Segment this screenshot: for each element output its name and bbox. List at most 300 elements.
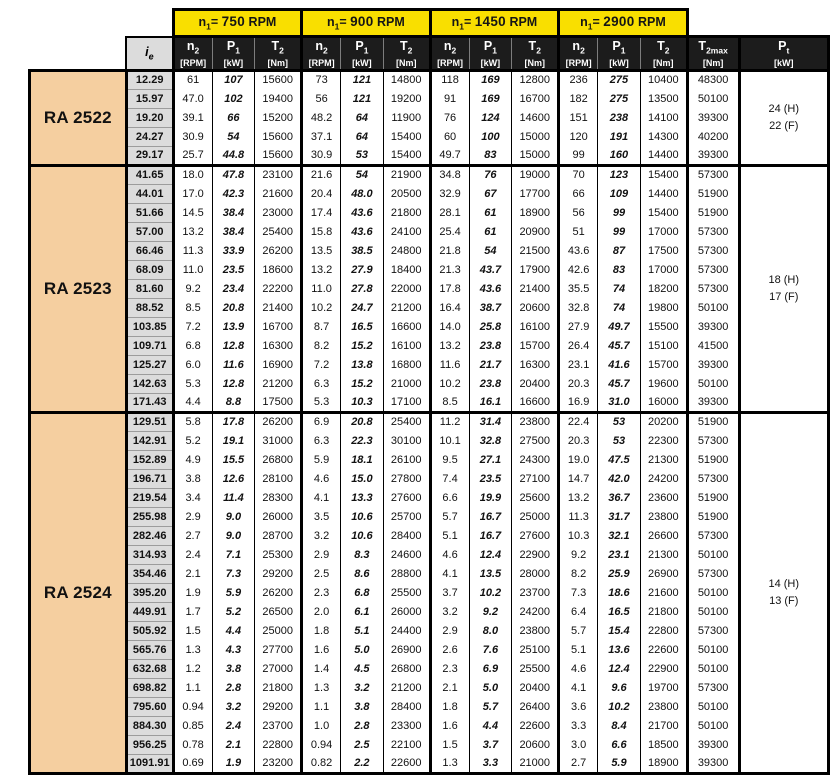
cell-t2: 21400 xyxy=(512,279,559,298)
rpm-band-row xyxy=(30,10,829,37)
cell-t2: 23300 xyxy=(383,716,430,735)
cell-p1: 2.1 xyxy=(212,735,255,754)
cell-ie: 698.82 xyxy=(126,678,173,697)
cell-p1: 32.1 xyxy=(598,526,641,545)
cell-n2: 0.94 xyxy=(302,735,341,754)
cell-ie: 125.27 xyxy=(126,355,173,374)
cell-t2max: 50100 xyxy=(687,545,739,564)
cell-p1: 10.2 xyxy=(469,583,512,602)
cell-p1: 64 xyxy=(341,127,384,146)
cell-p1: 238 xyxy=(598,108,641,127)
cell-t2: 22900 xyxy=(512,545,559,564)
pt-line: 14 (H) xyxy=(768,577,800,590)
ratio-column-header: $i_e$ xyxy=(126,37,173,71)
cell-p1: 27.9 xyxy=(341,260,384,279)
cell-p1: 33.9 xyxy=(212,241,255,260)
cell-p1: 5.1 xyxy=(341,621,384,640)
cell-p1: 10.6 xyxy=(341,526,384,545)
cell-t2: 15400 xyxy=(383,127,430,146)
cell-p1: 99 xyxy=(598,203,641,222)
cell-t2: 17500 xyxy=(255,393,302,412)
cell-p1: 8.8 xyxy=(212,393,255,412)
cell-n2: 13.2 xyxy=(430,336,469,355)
cell-p1: 43.7 xyxy=(469,260,512,279)
cell-t2max: 39300 xyxy=(687,754,739,773)
cell-ie: 632.68 xyxy=(126,659,173,678)
cell-p1: 43.6 xyxy=(341,222,384,241)
cell-p1: 11.4 xyxy=(212,488,255,507)
cell-t2max: 39300 xyxy=(687,393,739,412)
cell-t2: 21600 xyxy=(255,184,302,203)
cell-n2: 51 xyxy=(559,222,598,241)
cell-t2max: 57300 xyxy=(687,621,739,640)
cell-n2: 9.2 xyxy=(173,279,212,298)
cell-ie: 142.91 xyxy=(126,431,173,450)
cell-t2: 23700 xyxy=(255,716,302,735)
cell-t2: 25000 xyxy=(512,507,559,526)
cell-p1: 19.1 xyxy=(212,431,255,450)
cell-t2: 13500 xyxy=(640,89,687,108)
cell-p1: 13.5 xyxy=(469,564,512,583)
cell-p1: 5.7 xyxy=(469,697,512,716)
cell-n2: 1.2 xyxy=(173,659,212,678)
cell-n2: 0.94 xyxy=(173,697,212,716)
cell-t2: 22600 xyxy=(640,640,687,659)
cell-t2: 21800 xyxy=(255,678,302,697)
cell-t2: 16300 xyxy=(512,355,559,374)
cell-t2: 16000 xyxy=(640,393,687,412)
cell-t2: 10400 xyxy=(640,70,687,89)
cell-p1: 3.2 xyxy=(212,697,255,716)
col-header-p1: $P_1$ [kW] xyxy=(212,37,255,71)
table-row xyxy=(30,469,829,488)
cell-t2: 15600 xyxy=(255,146,302,165)
cell-ie: 565.76 xyxy=(126,640,173,659)
cell-p1: 27.1 xyxy=(469,450,512,469)
cell-n2: 10.3 xyxy=(559,526,598,545)
cell-t2: 28800 xyxy=(383,564,430,583)
cell-n2: 1.7 xyxy=(173,602,212,621)
cell-t2: 21300 xyxy=(640,450,687,469)
cell-t2: 23700 xyxy=(512,583,559,602)
pt-line: 13 (F) xyxy=(769,594,799,607)
cell-t2: 21200 xyxy=(255,374,302,393)
cell-n2: 6.9 xyxy=(302,412,341,431)
cell-n2: 30.9 xyxy=(173,127,212,146)
cell-n2: 5.1 xyxy=(430,526,469,545)
cell-t2: 22200 xyxy=(255,279,302,298)
cell-p1: 16.5 xyxy=(598,602,641,621)
cell-p1: 4.3 xyxy=(212,640,255,659)
cell-t2: 24800 xyxy=(383,241,430,260)
cell-p1: 15.2 xyxy=(341,336,384,355)
cell-n2: 20.4 xyxy=(302,184,341,203)
col-header-t2max: $T_{2max}$ [Nm] xyxy=(687,37,739,71)
cell-p1: 12.4 xyxy=(598,659,641,678)
table-row xyxy=(30,393,829,412)
cell-ie: 142.63 xyxy=(126,374,173,393)
cell-t2: 28300 xyxy=(255,488,302,507)
cell-n2: 2.3 xyxy=(430,659,469,678)
cell-n2: 1.5 xyxy=(173,621,212,640)
cell-n2: 16.4 xyxy=(430,298,469,317)
cell-p1: 3.7 xyxy=(469,735,512,754)
cell-n2: 8.2 xyxy=(302,336,341,355)
cell-t2: 18900 xyxy=(640,754,687,773)
cell-p1: 3.3 xyxy=(469,754,512,773)
cell-n2: 18.0 xyxy=(173,165,212,184)
cell-t2: 20600 xyxy=(512,298,559,317)
cell-n2: 66 xyxy=(559,184,598,203)
cell-t2: 15600 xyxy=(255,127,302,146)
cell-p1: 83 xyxy=(469,146,512,165)
cell-n2: 2.6 xyxy=(430,640,469,659)
cell-t2max: 48300 xyxy=(687,70,739,89)
cell-t2: 21400 xyxy=(255,298,302,317)
cell-t2: 15100 xyxy=(640,336,687,355)
cell-p1: 38.5 xyxy=(341,241,384,260)
cell-t2: 21800 xyxy=(640,602,687,621)
cell-n2: 61 xyxy=(173,70,212,89)
cell-p1: 31.7 xyxy=(598,507,641,526)
cell-p1: 38.4 xyxy=(212,203,255,222)
cell-t2max: 39300 xyxy=(687,108,739,127)
cell-t2max: 39300 xyxy=(687,355,739,374)
cell-n2: 2.5 xyxy=(302,564,341,583)
cell-p1: 124 xyxy=(469,108,512,127)
cell-n2: 5.1 xyxy=(559,640,598,659)
rpm-header: $n_1= 1450$ RPM xyxy=(430,10,559,37)
cell-t2: 28400 xyxy=(383,697,430,716)
cell-p1: 15.4 xyxy=(598,621,641,640)
cell-p1: 6.9 xyxy=(469,659,512,678)
cell-p1: 3.8 xyxy=(212,659,255,678)
cell-p1: 123 xyxy=(598,165,641,184)
cell-p1: 43.6 xyxy=(469,279,512,298)
cell-t2: 18500 xyxy=(640,735,687,754)
cell-p1: 48.0 xyxy=(341,184,384,203)
cell-t2: 25400 xyxy=(255,222,302,241)
cell-t2: 17500 xyxy=(640,241,687,260)
cell-p1: 5.9 xyxy=(212,583,255,602)
cell-ie: 41.65 xyxy=(126,165,173,184)
cell-ie: 956.25 xyxy=(126,735,173,754)
cell-n2: 3.5 xyxy=(302,507,341,526)
cell-p1: 10.2 xyxy=(598,697,641,716)
cell-n2: 0.85 xyxy=(173,716,212,735)
cell-p1: 25.8 xyxy=(469,317,512,336)
cell-t2: 21700 xyxy=(640,716,687,735)
cell-t2: 22300 xyxy=(640,431,687,450)
cell-ie: 449.91 xyxy=(126,602,173,621)
cell-t2: 16700 xyxy=(255,317,302,336)
cell-t2: 23800 xyxy=(512,621,559,640)
cell-t2: 15500 xyxy=(640,317,687,336)
cell-t2: 24300 xyxy=(512,450,559,469)
cell-t2: 25400 xyxy=(383,412,430,431)
cell-n2: 2.9 xyxy=(430,621,469,640)
cell-t2: 18200 xyxy=(640,279,687,298)
cell-t2max: 57300 xyxy=(687,469,739,488)
cell-t2: 26400 xyxy=(512,697,559,716)
cell-p1: 15.2 xyxy=(341,374,384,393)
cell-p1: 12.4 xyxy=(469,545,512,564)
cell-p1: 4.4 xyxy=(212,621,255,640)
cell-n2: 48.2 xyxy=(302,108,341,127)
cell-n2: 6.3 xyxy=(302,374,341,393)
cell-p1: 102 xyxy=(212,89,255,108)
cell-p1: 6.1 xyxy=(341,602,384,621)
cell-t2: 23100 xyxy=(255,165,302,184)
cell-n2: 22.4 xyxy=(559,412,598,431)
cell-t2: 21200 xyxy=(383,678,430,697)
cell-n2: 7.4 xyxy=(430,469,469,488)
cell-p1: 23.4 xyxy=(212,279,255,298)
cell-t2: 21800 xyxy=(383,203,430,222)
cell-t2max: 57300 xyxy=(687,222,739,241)
cell-p1: 42.0 xyxy=(598,469,641,488)
table-row xyxy=(30,754,829,773)
cell-ie: 129.51 xyxy=(126,412,173,431)
model-label: RA 2524 xyxy=(30,412,127,773)
cell-t2max: 57300 xyxy=(687,564,739,583)
cell-p1: 25.9 xyxy=(598,564,641,583)
cell-n2: 6.0 xyxy=(173,355,212,374)
cell-t2max: 51900 xyxy=(687,184,739,203)
cell-p1: 74 xyxy=(598,298,641,317)
cell-n2: 4.1 xyxy=(302,488,341,507)
cell-t2max: 57300 xyxy=(687,526,739,545)
cell-n2: 17.4 xyxy=(302,203,341,222)
table-row xyxy=(30,241,829,260)
cell-n2: 5.3 xyxy=(173,374,212,393)
cell-n2: 4.1 xyxy=(430,564,469,583)
cell-p1: 4.5 xyxy=(341,659,384,678)
cell-t2: 15600 xyxy=(255,70,302,89)
cell-ie: 354.46 xyxy=(126,564,173,583)
cell-p1: 7.6 xyxy=(469,640,512,659)
cell-n2: 91 xyxy=(430,89,469,108)
cell-ie: 1091.91 xyxy=(126,754,173,773)
cell-t2: 15000 xyxy=(512,146,559,165)
cell-p1: 13.8 xyxy=(341,355,384,374)
cell-t2max: 50100 xyxy=(687,716,739,735)
cell-n2: 13.2 xyxy=(173,222,212,241)
cell-n2: 42.6 xyxy=(559,260,598,279)
cell-p1: 15.5 xyxy=(212,450,255,469)
cell-p1: 9.2 xyxy=(469,602,512,621)
table-row xyxy=(30,716,829,735)
ratings-table xyxy=(28,8,830,775)
cell-n2: 1.4 xyxy=(302,659,341,678)
table-row xyxy=(30,355,829,374)
cell-n2: 60 xyxy=(430,127,469,146)
cell-n2: 1.3 xyxy=(302,678,341,697)
table-row xyxy=(30,678,829,697)
col-header-t2: $T_2$ [Nm] xyxy=(512,37,559,71)
cell-n2: 1.8 xyxy=(302,621,341,640)
col-header-pt: $P_t$ [kW] xyxy=(739,37,828,71)
cell-p1: 5.9 xyxy=(598,754,641,773)
cell-t2: 15400 xyxy=(383,146,430,165)
cell-p1: 67 xyxy=(469,184,512,203)
cell-p1: 1.9 xyxy=(212,754,255,773)
cell-n2: 43.6 xyxy=(559,241,598,260)
cell-t2: 20600 xyxy=(512,735,559,754)
cell-p1: 12.6 xyxy=(212,469,255,488)
cell-n2: 4.1 xyxy=(559,678,598,697)
cell-t2max: 50100 xyxy=(687,697,739,716)
pt-line: 18 (H) xyxy=(768,273,800,286)
cell-t2max: 41500 xyxy=(687,336,739,355)
col-header-p1: $P_1$ [kW] xyxy=(469,37,512,71)
col-header-n2: $n_2$ [RPM] xyxy=(173,37,212,71)
cell-ie: 103.85 xyxy=(126,317,173,336)
cell-t2: 27500 xyxy=(512,431,559,450)
cell-p1: 8.4 xyxy=(598,716,641,735)
cell-t2max: 57300 xyxy=(687,431,739,450)
cell-t2: 12800 xyxy=(512,70,559,89)
cell-t2: 19000 xyxy=(512,165,559,184)
cell-p1: 169 xyxy=(469,70,512,89)
spacer-cell xyxy=(30,37,127,71)
cell-n2: 25.7 xyxy=(173,146,212,165)
cell-p1: 87 xyxy=(598,241,641,260)
cell-t2: 20900 xyxy=(512,222,559,241)
cell-p1: 13.6 xyxy=(598,640,641,659)
cell-p1: 160 xyxy=(598,146,641,165)
table-row xyxy=(30,70,829,89)
cell-t2: 21500 xyxy=(512,241,559,260)
cell-p1: 3.8 xyxy=(341,697,384,716)
cell-n2: 4.6 xyxy=(430,545,469,564)
cell-t2: 15700 xyxy=(512,336,559,355)
cell-n2: 47.0 xyxy=(173,89,212,108)
cell-n2: 9.5 xyxy=(430,450,469,469)
cell-t2: 17700 xyxy=(512,184,559,203)
cell-t2: 14600 xyxy=(512,108,559,127)
rpm-header: $n_1= 2900$ RPM xyxy=(559,10,688,37)
cell-t2max: 51900 xyxy=(687,450,739,469)
cell-ie: 255.98 xyxy=(126,507,173,526)
column-header-row xyxy=(30,37,829,71)
cell-t2: 22900 xyxy=(640,659,687,678)
cell-t2: 26800 xyxy=(255,450,302,469)
cell-p1: 8.0 xyxy=(469,621,512,640)
cell-t2max: 51900 xyxy=(687,507,739,526)
cell-n2: 14.7 xyxy=(559,469,598,488)
cell-ie: 44.01 xyxy=(126,184,173,203)
col-header-p1: $P_1$ [kW] xyxy=(598,37,641,71)
cell-p1: 20.8 xyxy=(341,412,384,431)
cell-p1: 4.4 xyxy=(469,716,512,735)
cell-p1: 42.3 xyxy=(212,184,255,203)
cell-n2: 0.69 xyxy=(173,754,212,773)
cell-n2: 23.1 xyxy=(559,355,598,374)
cell-n2: 3.6 xyxy=(559,697,598,716)
cell-n2: 11.0 xyxy=(173,260,212,279)
cell-t2max: 57300 xyxy=(687,279,739,298)
cell-t2max: 57300 xyxy=(687,241,739,260)
table-row xyxy=(30,564,829,583)
spacer-cell xyxy=(30,10,174,37)
cell-n2: 2.4 xyxy=(173,545,212,564)
cell-n2: 37.1 xyxy=(302,127,341,146)
cell-p1: 6.6 xyxy=(598,735,641,754)
table-row xyxy=(30,108,829,127)
cell-n2: 6.3 xyxy=(302,431,341,450)
cell-n2: 2.3 xyxy=(302,583,341,602)
cell-p1: 16.1 xyxy=(469,393,512,412)
cell-t2: 25600 xyxy=(512,488,559,507)
cell-p1: 38.4 xyxy=(212,222,255,241)
cell-n2: 6.8 xyxy=(173,336,212,355)
cell-t2: 29200 xyxy=(255,564,302,583)
cell-n2: 1.3 xyxy=(173,640,212,659)
cell-p1: 21.7 xyxy=(469,355,512,374)
cell-n2: 5.7 xyxy=(559,621,598,640)
cell-n2: 4.4 xyxy=(173,393,212,412)
cell-t2: 22600 xyxy=(512,716,559,735)
cell-pt xyxy=(739,412,828,773)
cell-p1: 169 xyxy=(469,89,512,108)
cell-n2: 1.8 xyxy=(430,697,469,716)
cell-ie: 51.66 xyxy=(126,203,173,222)
cell-t2: 17100 xyxy=(383,393,430,412)
cell-t2: 26200 xyxy=(255,583,302,602)
cell-t2: 22800 xyxy=(255,735,302,754)
cell-n2: 13.5 xyxy=(302,241,341,260)
cell-n2: 28.1 xyxy=(430,203,469,222)
pt-line: 22 (F) xyxy=(769,119,799,132)
model-label: RA 2522 xyxy=(30,70,127,165)
table-row xyxy=(30,545,829,564)
cell-p1: 27.8 xyxy=(341,279,384,298)
cell-p1: 44.8 xyxy=(212,146,255,165)
cell-t2: 21000 xyxy=(383,374,430,393)
cell-n2: 21.3 xyxy=(430,260,469,279)
cell-ie: 282.46 xyxy=(126,526,173,545)
cell-t2: 27700 xyxy=(255,640,302,659)
cell-p1: 9.0 xyxy=(212,507,255,526)
cell-n2: 4.6 xyxy=(559,659,598,678)
cell-p1: 47.5 xyxy=(598,450,641,469)
cell-n2: 4.6 xyxy=(302,469,341,488)
cell-ie: 12.29 xyxy=(126,70,173,89)
cell-p1: 64 xyxy=(341,108,384,127)
cell-p1: 5.0 xyxy=(469,678,512,697)
cell-n2: 17.8 xyxy=(430,279,469,298)
col-header-t2: $T_2$ [Nm] xyxy=(640,37,687,71)
cell-n2: 7.3 xyxy=(559,583,598,602)
cell-t2: 17900 xyxy=(512,260,559,279)
cell-ie: 19.20 xyxy=(126,108,173,127)
cell-n2: 20.3 xyxy=(559,431,598,450)
cell-t2max: 50100 xyxy=(687,583,739,602)
cell-t2: 28100 xyxy=(255,469,302,488)
cell-t2: 27600 xyxy=(512,526,559,545)
cell-t2: 23800 xyxy=(512,412,559,431)
cell-n2: 151 xyxy=(559,108,598,127)
cell-t2: 26500 xyxy=(255,602,302,621)
cell-n2: 17.0 xyxy=(173,184,212,203)
table-row xyxy=(30,431,829,450)
cell-t2: 19200 xyxy=(383,89,430,108)
cell-n2: 13.2 xyxy=(559,488,598,507)
cell-n2: 11.3 xyxy=(173,241,212,260)
cell-t2: 25500 xyxy=(512,659,559,678)
cell-p1: 23.1 xyxy=(598,545,641,564)
